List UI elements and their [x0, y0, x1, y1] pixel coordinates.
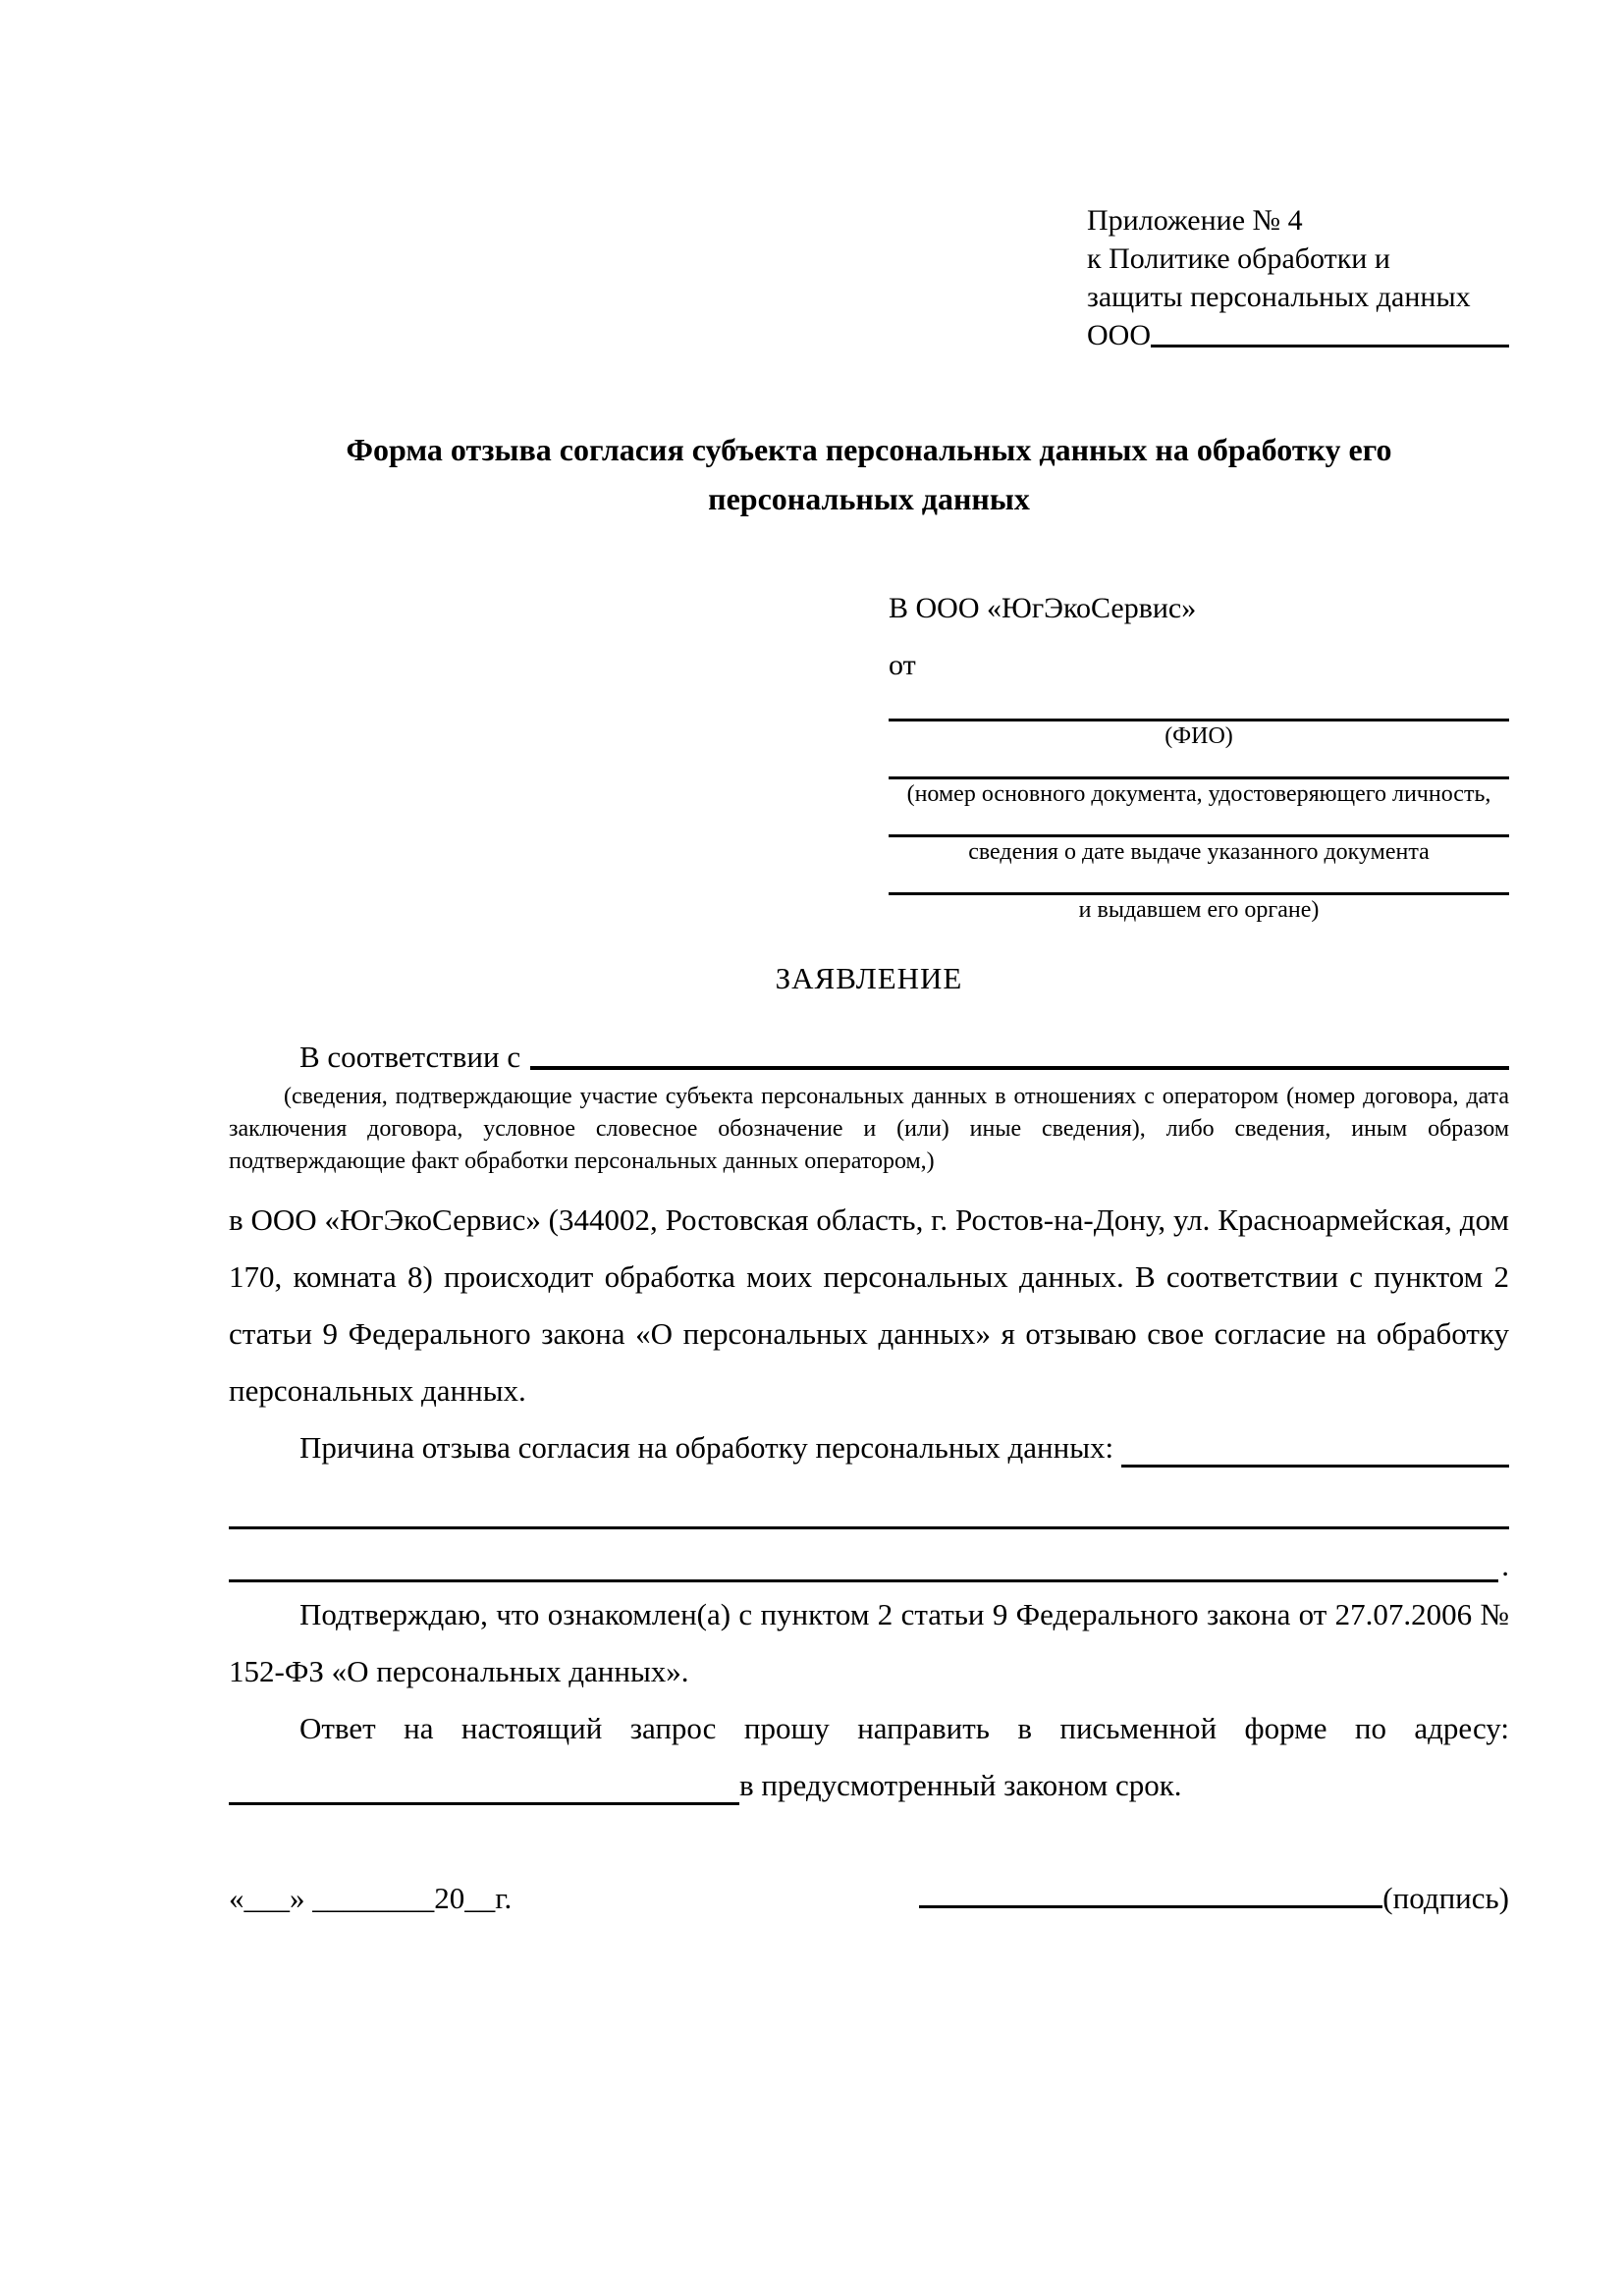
reply-address-row [229, 1757, 1509, 1814]
fio-caption: (ФИО) [1164, 723, 1233, 749]
document-number-fill-in-line [889, 754, 1509, 779]
addressee-from-label: от [889, 649, 916, 681]
issue-date-caption: сведения о дате выдаче указанного документа [968, 839, 1430, 865]
reply-request-line: Ответ на настоящий запрос прошу направить в письменной форме по адресу: [299, 1711, 1509, 1745]
intro-row [229, 1040, 1509, 1075]
fio-field-group [889, 696, 1509, 752]
issue-date-field-group [889, 812, 1509, 868]
fio-fill-in-line [889, 696, 1509, 721]
statement-heading: ЗАЯВЛЕНИЕ [775, 961, 963, 995]
issuing-authority-fill-in-line [889, 870, 1509, 895]
date-line: «___» ________20__г. [229, 1881, 513, 1915]
reason-blank-line-2 [229, 1529, 1509, 1582]
reason-label: Причина отзыва согласия на обработку персональных данных: [299, 1430, 1114, 1465]
appendix-line-1: Приложение № 4 [1087, 204, 1303, 237]
document-number-field-group [889, 754, 1509, 810]
reply-tail-text: в предусмотренный законом срок. [739, 1768, 1182, 1802]
confirmation-paragraph: Подтверждаю, что ознакомлен(а) с пунктом 2 статьи 9 Федерального закона от 27.07.2006 № 152-ФЗ «О персональных данных». [229, 1597, 1509, 1688]
issuing-authority-caption: и выдавшем его органе) [1078, 897, 1320, 923]
appendix-line-3: защиты персональных данных [1087, 281, 1471, 313]
document-number-caption: (номер основного документа, удостоверяющего личность, [906, 781, 1491, 807]
signature-fill-in-line [919, 1905, 1382, 1908]
appendix-header [1087, 201, 1509, 354]
issue-date-fill-in-line [889, 812, 1509, 837]
addressee-block [889, 580, 1509, 926]
reason-blank-line-1 [229, 1476, 1509, 1529]
reason-fill-in-line [1121, 1465, 1509, 1468]
footer-row [229, 1881, 1509, 1916]
issuing-authority-field-group [889, 870, 1509, 926]
signature-block [919, 1881, 1509, 1916]
appendix-line-2: к Политике обработки и [1087, 242, 1390, 275]
ooo-label: ООО [1087, 319, 1151, 351]
reason-row [229, 1419, 1509, 1476]
page-title: Форма отзыва согласия субъекта персональных данных на обработку его персональных данных [346, 432, 1392, 516]
addressee-to: В ООО «ЮгЭкоСервис» [889, 592, 1197, 624]
intro-fill-in-line [530, 1066, 1509, 1070]
ooo-fill-in-line [1151, 345, 1509, 347]
reply-address-fill-in-line [229, 1802, 739, 1805]
appendix-ooo-row [1087, 316, 1509, 354]
signature-caption: (подпись) [1382, 1881, 1509, 1915]
reason-period: . [1501, 1548, 1509, 1582]
reason-blank-line-2-fill [229, 1529, 1498, 1582]
statement-body-paragraph: в ООО «ЮгЭкоСервис» (344002, Ростовская область, г. Ростов-на-Дону, ул. Красноармейская, дом 170, комната 8) происходит обработка моих персональных данных. В соответствии с пунктом 2 статьи 9 Федерального закона «О персональных данных» я отзываю свое согласие на обработку персональных данных. [229, 1202, 1509, 1408]
intro-footnote: (сведения, подтверждающие участие субъекта персональных данных в отношениях с оператором (номер договора, дата заключения договора, условное словесное обозначение и (или) иные сведения), либо сведения, иным образом подтверждающие факт обработки персональных данных оператором,) [229, 1084, 1509, 1174]
intro-label: В соответствии с [299, 1040, 521, 1074]
